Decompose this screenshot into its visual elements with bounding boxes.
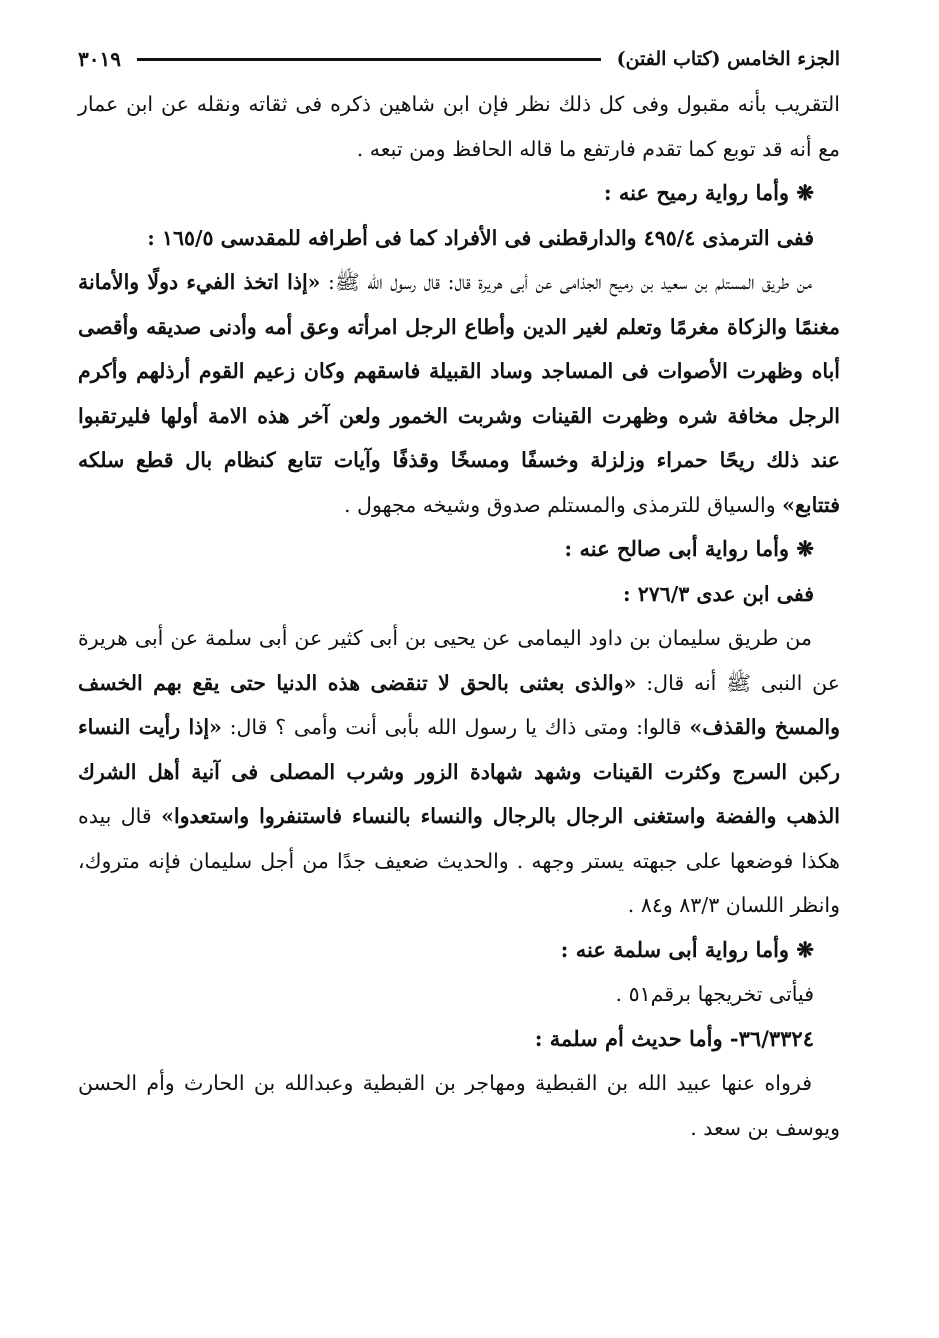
commentary-text: قال بيده هكذا فوضعها على جبهته يستر وجهه . والحديث ضعيف جدًا من أجل سليمان فإنه متروك، وانظر اللسان ٨٣/٣ و٨٤ . — [78, 804, 840, 917]
running-header — [78, 38, 840, 80]
heading-text: وأما رواية أبى صالح عنه : — [564, 536, 790, 561]
source-line-tirmidhi: ففى الترمذى ٤٩٥/٤ والدارقطنى فى الأفراد كما فى أطرافه للمقدسى ١٦٥/٥ : — [147, 225, 814, 250]
header-rule — [137, 58, 601, 61]
page-number: ٣٠١٩ — [78, 47, 121, 71]
section-heading-abi-salama — [78, 928, 840, 973]
dialogue-text: قالوا: ومتى ذاك يا رسول الله بأبى أنت وأمى ؟ قال: — [221, 715, 690, 739]
asterism-icon: ❋ — [796, 536, 814, 561]
section-heading-rumaih — [78, 171, 840, 216]
isnad-text: من طريق سليمان بن داود اليمامى عن يحيى بن أبى كثير عن أبى سلمة عن أبى هريرة عن النبى ﷺ أنه قال: — [78, 626, 841, 695]
asterism-icon: ❋ — [796, 180, 814, 205]
hadith-quote: «والذى بعثنى بالحق لا تنقضى هذه الدنيا حتى يقع بهم الخسف والمسخ والقذف» — [78, 670, 841, 739]
paragraph-continuation: التقريب بأنه مقبول وفى كل ذلك نظر فإن ابن شاهين ذكره فى ثقاته ونقله عن ابن عمار مع أنه قد توبع كما تقدم فارتفع ما قاله الحافظ ومن تبعه . — [78, 92, 840, 161]
header-title: الجزء الخامس (كتاب الفتن) — [616, 48, 840, 70]
heading-text: وأما رواية رميح عنه : — [603, 180, 790, 205]
section-heading-abi-salih — [78, 527, 840, 572]
crossref-line: فيأتى تخريجها برقم٥١ . — [615, 982, 814, 1006]
commentary-text: والسياق للترمذى والمستلم صدوق وشيخه مجهول . — [344, 492, 783, 517]
paragraph-umm-salama: فرواه عنها عبيد الله بن القبطية ومهاجر بن القبطية وعبدالله بن الحارث وأم الحسن ويوسف بن سعد . — [78, 1071, 840, 1140]
heading-text: وأما رواية أبى سلمة عنه : — [560, 936, 790, 962]
book-page — [78, 38, 840, 1308]
source-line-ibn-adi: ففى ابن عدى ٢٧٦/٣ : — [623, 581, 814, 606]
hadith-quote: «إذا رأيت النساء ركبن السرج وكثرت القينات وشهد شهادة الزور وشرب المصلى فى آنية أهل الشرك الذهب والفضة واستغنى الرجال بالرجال والنساء بالنساء فاستنفروا واستعدوا» — [78, 715, 840, 828]
asterism-icon: ❋ — [796, 936, 814, 962]
hadith-quote: «إذا اتخذ الفيء دولًا والأمانة مغنمًا والزكاة مغرمًا وتعلم لغير الدين وأطاع الرجل امرأته وعق أمه وأدنى صديقه وأقصى أباه وظهرت الأصوات فى المساجد وساد القبيلة فاسقهم وكان زعيم القوم أرذلهم وأكرم الرجل مخافة شره وظهرت القينات وشربت الخمور ولعن آخر هذه الامة أولها فليرتقبوا عند ذلك ريحًا حمراء وزلزلة وخسفًا ومسخًا وقذفًا وآيات تتابع كنظام بال قطع سلكه فتتابع» — [78, 270, 840, 517]
paragraph-hadith-abi-salih — [78, 616, 840, 928]
isnad-text: من طريق المستلم بن سعيد بن رميح الجذامى عن أبى هريرة قال: قال رسول الله ﷺ: — [320, 270, 812, 294]
paragraph-hadith-rumaih — [78, 260, 840, 527]
section-heading-umm-salama: ٣٦/٣٣٢٤- وأما حديث أم سلمة : — [534, 1025, 814, 1051]
